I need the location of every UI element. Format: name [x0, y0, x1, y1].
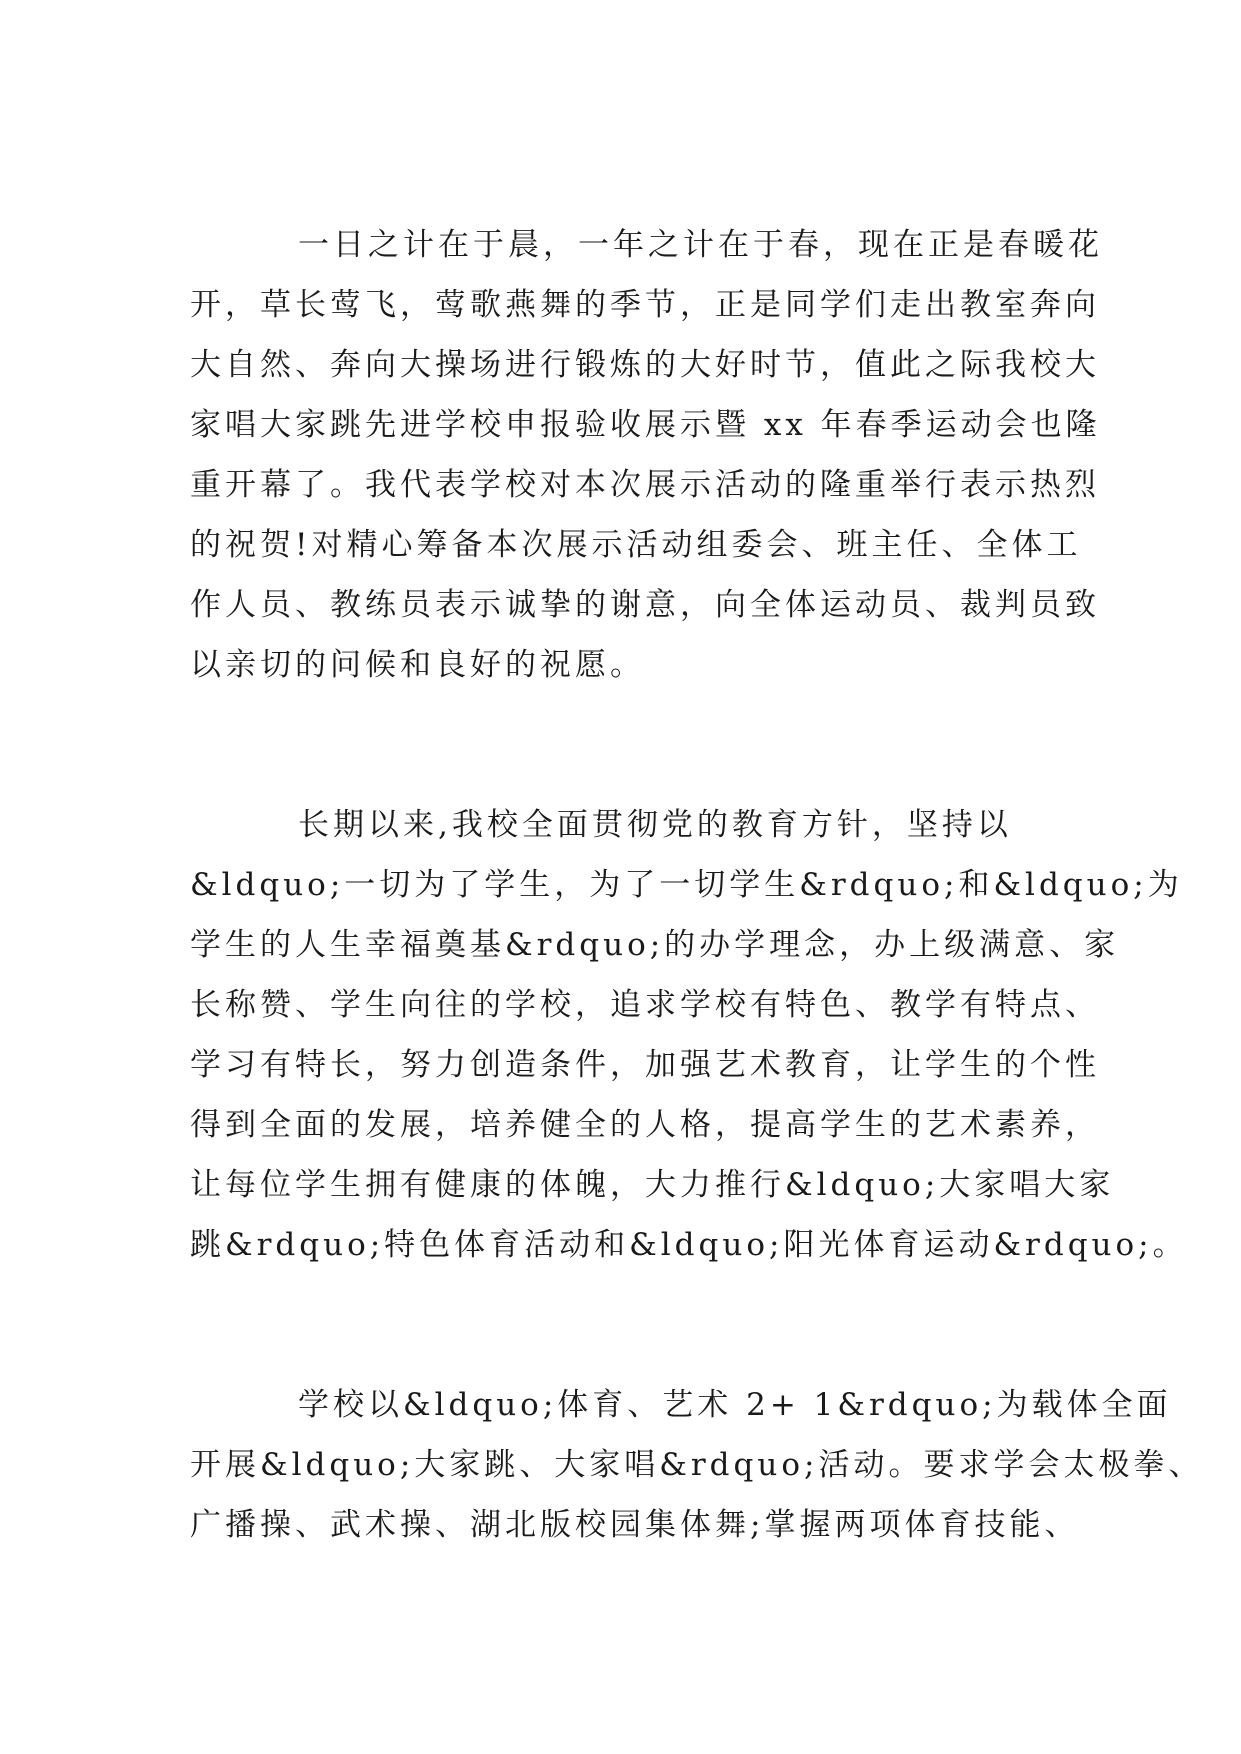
paragraph-line: 跳&rdquo;特色体育活动和&ldquo;阳光体育运动&rdquo;。	[190, 1227, 1188, 1263]
paragraph-line: 开，草长莺飞，莺歌燕舞的季节，正是同学们走出教室奔向	[190, 287, 1100, 323]
paragraph-line: 重开幕了。我代表学校对本次展示活动的隆重举行表示热烈	[190, 467, 1100, 503]
paragraph-line: 长期以来,我校全面贯彻党的教育方针，坚持以	[298, 807, 1012, 843]
paragraph-line: 开展&ldquo;大家跳、大家唱&rdquo;活动。要求学会太极拳、	[190, 1447, 1204, 1483]
paragraph-opening-greeting	[190, 215, 1103, 695]
paragraph-line: 大自然、奔向大操场进行锻炼的大好时节，值此之际我校大	[190, 347, 1100, 383]
paragraph-line: 让每位学生拥有健康的体魄，大力推行&ldquo;大家唱大家	[190, 1167, 1115, 1203]
paragraph-line: 一日之计在于晨，一年之计在于春，现在正是春暖花	[298, 227, 1103, 263]
paragraph-line: 家唱大家跳先进学校申报验收展示暨 xx 年春季运动会也隆	[190, 407, 1101, 443]
paragraph-line: 长称赞、学生向往的学校，追求学校有特色、教学有特点、	[190, 987, 1100, 1023]
paragraph-line: 广播操、武术操、湖北版校园集体舞;掌握两项体育技能、	[190, 1507, 1080, 1543]
paragraph-line: 的祝贺!对精心筹备本次展示活动组委会、班主任、全体工	[190, 527, 1082, 563]
paragraph-line: 学生的人生幸福奠基&rdquo;的办学理念，办上级满意、家	[190, 927, 1120, 963]
paragraph-line: &ldquo;一切为了学生，为了一切学生&rdquo;和&ldquo;为	[190, 867, 1183, 903]
paragraph-school-philosophy	[190, 795, 1188, 1275]
paragraph-line: 作人员、教练员表示诚挚的谢意，向全体运动员、裁判员致	[190, 587, 1100, 623]
paragraph-line: 学校以&ldquo;体育、艺术 2+ 1&rdquo;为载体全面	[298, 1387, 1172, 1423]
paragraph-line: 学习有特长，努力创造条件，加强艺术教育，让学生的个性	[190, 1047, 1100, 1083]
paragraph-activities	[190, 1375, 1204, 1555]
paragraph-line: 以亲切的问候和良好的祝愿。	[190, 647, 645, 683]
paragraph-line: 得到全面的发展，培养健全的人格，提高学生的艺术素养，	[190, 1107, 1100, 1143]
